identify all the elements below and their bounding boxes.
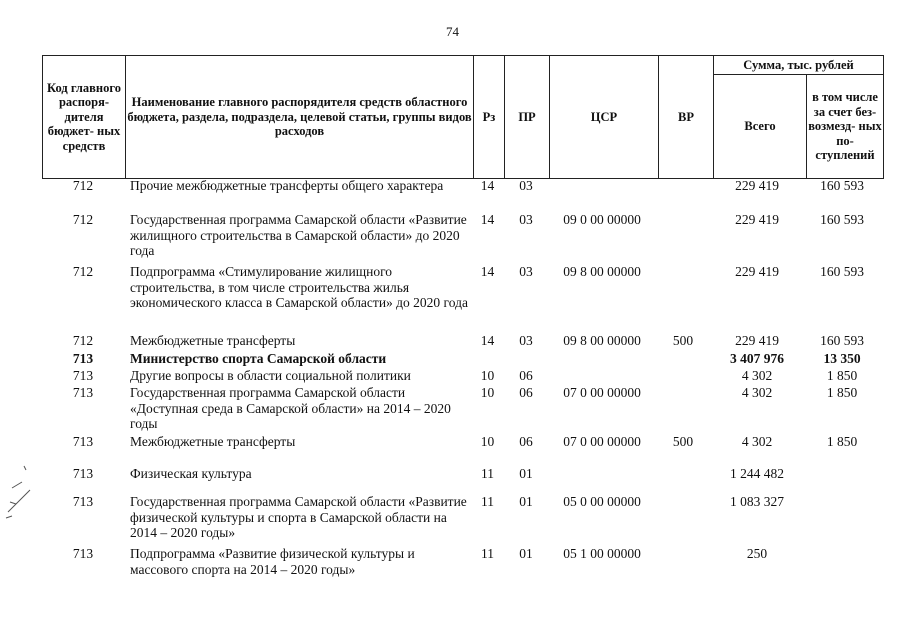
cell-name: Государственная программа Самарской области «Доступная среда в Самарской области» на 2014 – 2020 годы: [130, 385, 451, 431]
cell-vr: 500: [672, 434, 694, 449]
cell-csr: 09 8 00 00000: [563, 264, 641, 279]
header-csr: ЦСР: [550, 56, 659, 179]
cell-rz: 14: [480, 333, 495, 348]
cell-incl: 1 850: [826, 434, 858, 449]
cell-code: 713: [72, 546, 94, 561]
cell-total: 4 302: [741, 434, 773, 449]
cell-csr: 09 0 00 00000: [563, 212, 641, 227]
cell-total: 4 302: [741, 385, 773, 400]
margin-scribble-mark: [2, 462, 36, 528]
table-header: [42, 55, 884, 179]
cell-rz: 14: [480, 178, 495, 193]
cell-name: Подпрограмма «Развитие физической культуры и массового спорта на 2014 – 2020 годы»: [130, 546, 415, 577]
header-incl: в том числе за счет без- возмезд- ных по- ступлений: [807, 75, 884, 179]
cell-code: 713: [72, 494, 94, 509]
cell-incl: 13 350: [823, 351, 861, 366]
cell-total: 1 244 482: [730, 466, 784, 481]
cell-name: Подпрограмма «Стимулирование жилищного строительства, в том числе строительства жилья экономического класса в Самарской области» до 2020 года: [130, 264, 468, 310]
header-vr: ВР: [659, 56, 714, 179]
cell-total: 229 419: [735, 264, 779, 279]
header-name: Наименование главного распорядителя средств областного бюджета, раздела, подраздела, целевой статьи, группы видов расходов: [126, 56, 474, 179]
header-code: Код главного распоря- дителя бюджет- ных средств: [43, 56, 126, 179]
cell-pr: 01: [519, 546, 533, 561]
cell-pr: 03: [519, 264, 533, 279]
cell-name: Физическая культура: [130, 466, 252, 481]
cell-rz: 10: [480, 368, 495, 383]
cell-total: 3 407 976: [730, 351, 784, 366]
cell-code: 713: [72, 434, 94, 449]
cell-rz: 11: [481, 546, 494, 561]
header-pr: ПР: [505, 56, 550, 179]
cell-incl: 160 593: [820, 212, 864, 227]
cell-csr: 05 1 00 00000: [563, 546, 641, 561]
cell-pr: 01: [519, 466, 533, 481]
cell-code: 712: [72, 264, 94, 279]
cell-pr: 03: [519, 178, 533, 193]
cell-name: Межбюджетные трансферты: [130, 434, 296, 449]
cell-name: Министерство спорта Самарской области: [130, 351, 387, 366]
cell-total: 229 419: [735, 178, 779, 193]
header-sum: Сумма, тыс. рублей: [714, 56, 884, 75]
cell-incl: 1 850: [826, 368, 858, 383]
cell-rz: 14: [480, 212, 495, 227]
cell-name: Межбюджетные трансферты: [130, 333, 296, 348]
header-rz: Рз: [474, 56, 505, 179]
cell-pr: 03: [519, 333, 533, 348]
cell-total: 229 419: [735, 212, 779, 227]
cell-csr: 07 0 00 00000: [563, 434, 641, 449]
cell-total: 250: [746, 546, 768, 561]
cell-csr: 09 8 00 00000: [563, 333, 641, 348]
cell-csr: 07 0 00 00000: [563, 385, 641, 400]
cell-rz: 10: [480, 385, 495, 400]
cell-incl: 160 593: [820, 178, 864, 193]
cell-code: 712: [72, 212, 94, 227]
cell-total: 1 083 327: [730, 494, 784, 509]
header-total: Всего: [714, 75, 807, 179]
cell-name: Прочие межбюджетные трансферты общего характера: [130, 178, 444, 193]
cell-rz: 11: [481, 494, 494, 509]
cell-vr: 500: [672, 333, 694, 348]
cell-pr: 06: [519, 385, 533, 400]
cell-code: 713: [72, 385, 94, 400]
cell-rz: 11: [481, 466, 494, 481]
cell-rz: 14: [480, 264, 495, 279]
cell-code: 713: [72, 466, 94, 481]
cell-pr: 06: [519, 368, 533, 383]
cell-code: 712: [72, 333, 94, 348]
cell-incl: 160 593: [820, 264, 864, 279]
cell-rz: 10: [480, 434, 495, 449]
cell-incl: 160 593: [820, 333, 864, 348]
cell-code: 713: [72, 368, 94, 383]
page-number: 74: [446, 24, 459, 39]
cell-pr: 01: [519, 494, 533, 509]
cell-total: 4 302: [741, 368, 773, 383]
cell-code: 712: [72, 178, 94, 193]
cell-name: Другие вопросы в области социальной политики: [130, 368, 411, 383]
cell-csr: 05 0 00 00000: [563, 494, 641, 509]
cell-incl: 1 850: [826, 385, 858, 400]
cell-name: Государственная программа Самарской области «Развитие физической культуры и спорта в Самарской области на 2014 – 2020 годы»: [130, 494, 467, 540]
cell-pr: 03: [519, 212, 533, 227]
cell-total: 229 419: [735, 333, 779, 348]
cell-code: 713: [72, 351, 94, 366]
cell-pr: 06: [519, 434, 533, 449]
cell-name: Государственная программа Самарской области «Развитие жилищного строительства в Самарской области» до 2020 года: [130, 212, 467, 258]
